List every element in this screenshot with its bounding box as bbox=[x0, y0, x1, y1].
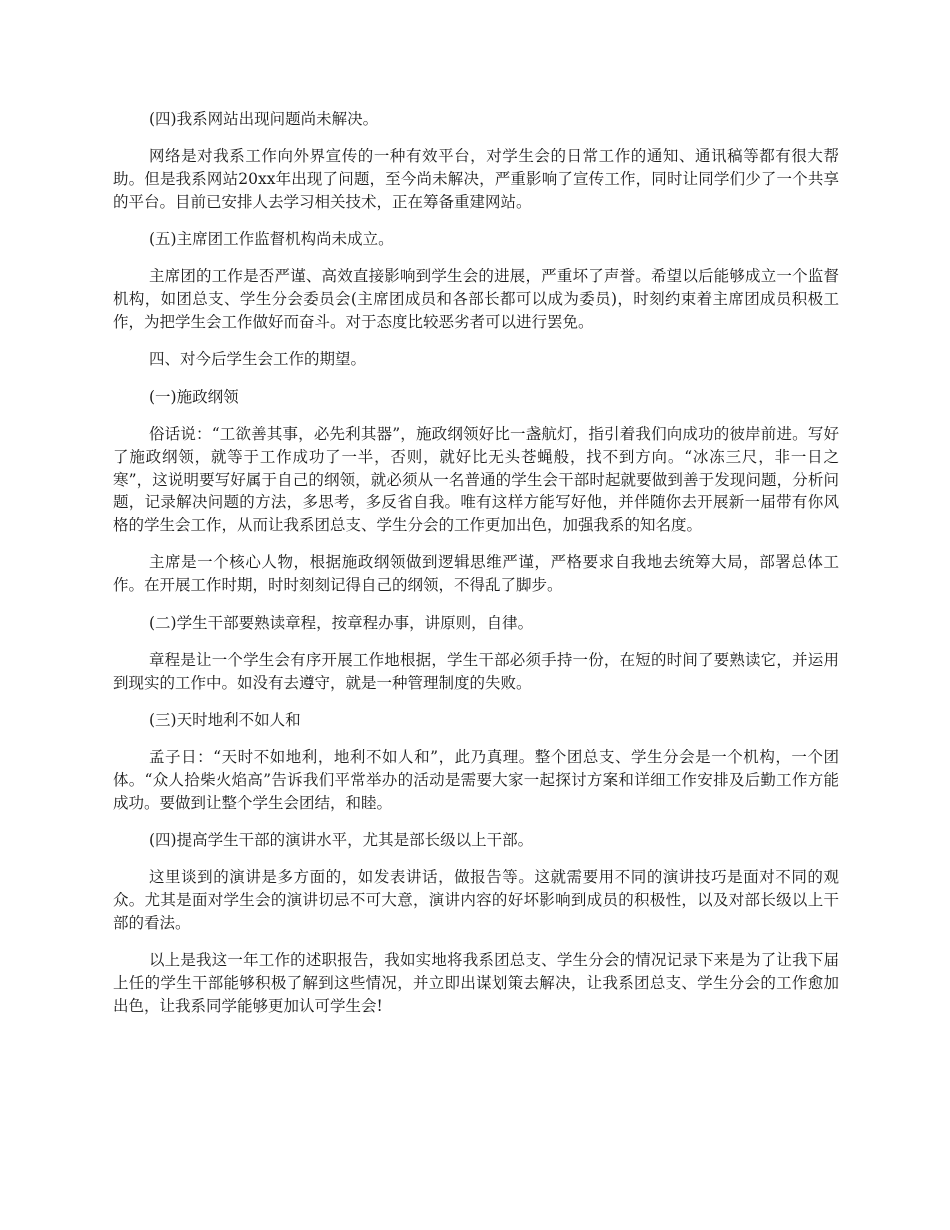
paragraph-conclusion: 以上是我这一年工作的述职报告，我如实地将我系团总支、学生分会的情况记录下来是为了让我下届上任的学生干部能够积极了解到这些情况，并立即出谋划策去解决，让我系团总支、学生分会的工作愈加出色，让我系同学能够更加认可学生会! bbox=[113, 951, 839, 1015]
document-page bbox=[113, 108, 839, 1032]
paragraph-harmony: 孟子日：“天时不如地利，地利不如人和”，此乃真理。整个团总支、学生分会是一个机构，一个团体。“众人拾柴火焰高”告诉我们平常举办的活动是需要大家一起探讨方案和详细工作安排及后勤工作方能成功。要做到让整个学生会团结，和睦。 bbox=[113, 748, 839, 812]
section-heading-supervision: (五)主席团工作监督机构尚未成立。 bbox=[149, 230, 394, 249]
paragraph-chairman: 主席是一个核心人物，根据施政纲领做到逻辑思维严谨，严格要求自我地去统筹大局，部署总体工作。在开展工作时期，时时刻刻记得自己的纲领，不得乱了脚步。 bbox=[113, 553, 839, 595]
paragraph-speech: 这里谈到的演讲是多方面的，如发表讲话，做报告等。这就需要用不同的演讲技巧是面对不同的观众。尤其是面对学生会的演讲切忌不可大意，演讲内容的好坏影响到成员的积极性，以及对部长级以上干部的看法。 bbox=[113, 868, 839, 933]
subheading-policy: (一)施政纲领 bbox=[149, 387, 239, 406]
paragraph-policy: 俗话说：“工欲善其事，必先利其器”，施政纲领好比一盏航灯，指引着我们向成功的彼岸前进。写好了施政纲领，就等于工作成功了一半，否则，就好比无头苍蝇般，找不到方向。“冰冻三尺，非一日之寒”，这说明要写好属于自己的纲领，就必须从一名普通的学生会干部时起就要做到善于发现问题，分析问题，记录解决问题的方法，多思考，多反省自我。唯有这样方能写好他，并伴随你去开展新一届带有你风格的学生会工作，从而让我系团总支、学生分会的工作更加出色，加强我系的知名度。 bbox=[113, 424, 839, 535]
subheading-harmony: (三)天时地利不如人和 bbox=[149, 710, 301, 729]
subheading-speech: (四)提高学生干部的演讲水平，尤其是部长级以上干部。 bbox=[149, 831, 534, 850]
paragraph-website: 网络是对我系工作向外界宣传的一种有效平台，对学生会的日常工作的通知、通讯稿等都有很大帮助。但是我系网站20xx年出现了问题，至今尚未解决，严重影响了宣传工作，同时让同学们少了一个共享的平台。目前已安排人去学习相关技术，正在筹备重建网站。 bbox=[113, 147, 839, 211]
section-heading-expectations: 四、对今后学生会工作的期望。 bbox=[149, 350, 367, 369]
paragraph-supervision: 主席团的工作是否严谨、高效直接影响到学生会的进展，严重坏了声誉。希望以后能够成立一个监督机构，如团总支、学生分会委员会(主席团成员和各部长都可以成为委员)，时刻约束着主席团成员积极工作，为把学生会工作做好而奋斗。对于态度比较恶劣者可以进行罢免。 bbox=[113, 267, 839, 332]
subheading-charter: (二)学生干部要熟读章程，按章程办事，讲原则，自律。 bbox=[149, 613, 534, 632]
section-heading-website: (四)我系网站出现问题尚未解决。 bbox=[149, 110, 379, 128]
paragraph-charter: 章程是让一个学生会有序开展工作地根据，学生干部必须手持一份，在短的时间了要熟读它，并运用到现实的工作中。如没有去遵守，就是一种管理制度的失败。 bbox=[113, 650, 839, 692]
